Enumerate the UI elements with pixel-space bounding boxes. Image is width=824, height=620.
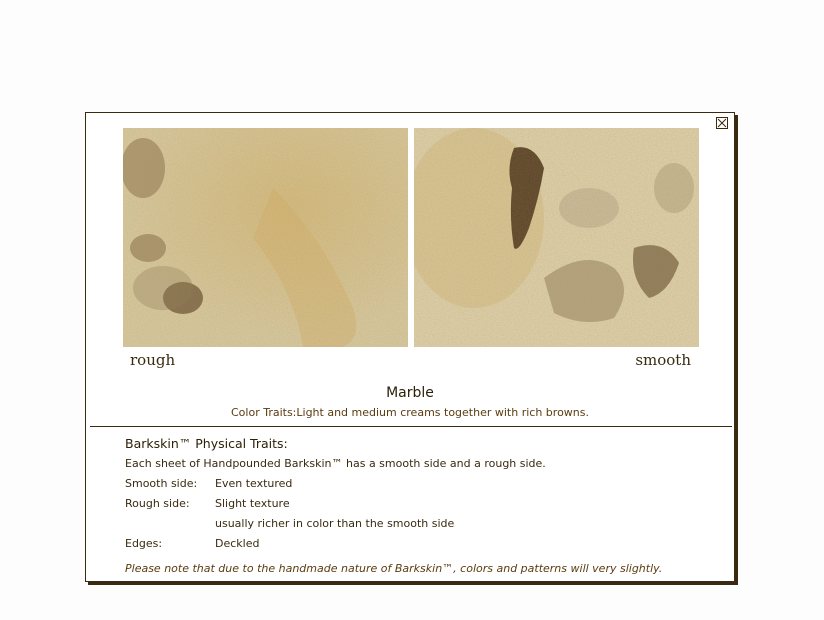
smooth-side-label: smooth — [635, 351, 691, 369]
rough-side-label: rough — [130, 351, 176, 369]
rough-side-swatch — [123, 128, 408, 347]
trait-value-rough: Slight texture — [215, 497, 290, 510]
trait-value-rough-extra: usually richer in color than the smooth side — [215, 517, 455, 530]
color-traits-text: Color Traits:Light and medium creams together with rich browns. — [231, 406, 589, 419]
close-x-icon — [717, 118, 727, 128]
trait-key-smooth: Smooth side: — [125, 477, 198, 490]
paper-name-title: Marble — [386, 385, 434, 401]
handmade-note: Please note that due to the handmade nature of Barkskin™, colors and patterns will very slightly. — [125, 562, 663, 575]
traits-intro: Each sheet of Handpounded Barkskin™ has a smooth side and a rough side. — [125, 457, 546, 470]
close-button[interactable] — [716, 117, 728, 129]
physical-traits-title: Barkskin™ Physical Traits: — [125, 436, 288, 451]
trait-key-rough: Rough side: — [125, 497, 190, 510]
paper-detail-popup — [85, 112, 735, 582]
trait-key-edges: Edges: — [125, 537, 163, 550]
divider — [90, 426, 732, 427]
smooth-side-swatch — [414, 128, 699, 347]
trait-value-smooth: Even textured — [215, 477, 293, 490]
trait-value-edges: Deckled — [215, 537, 260, 550]
